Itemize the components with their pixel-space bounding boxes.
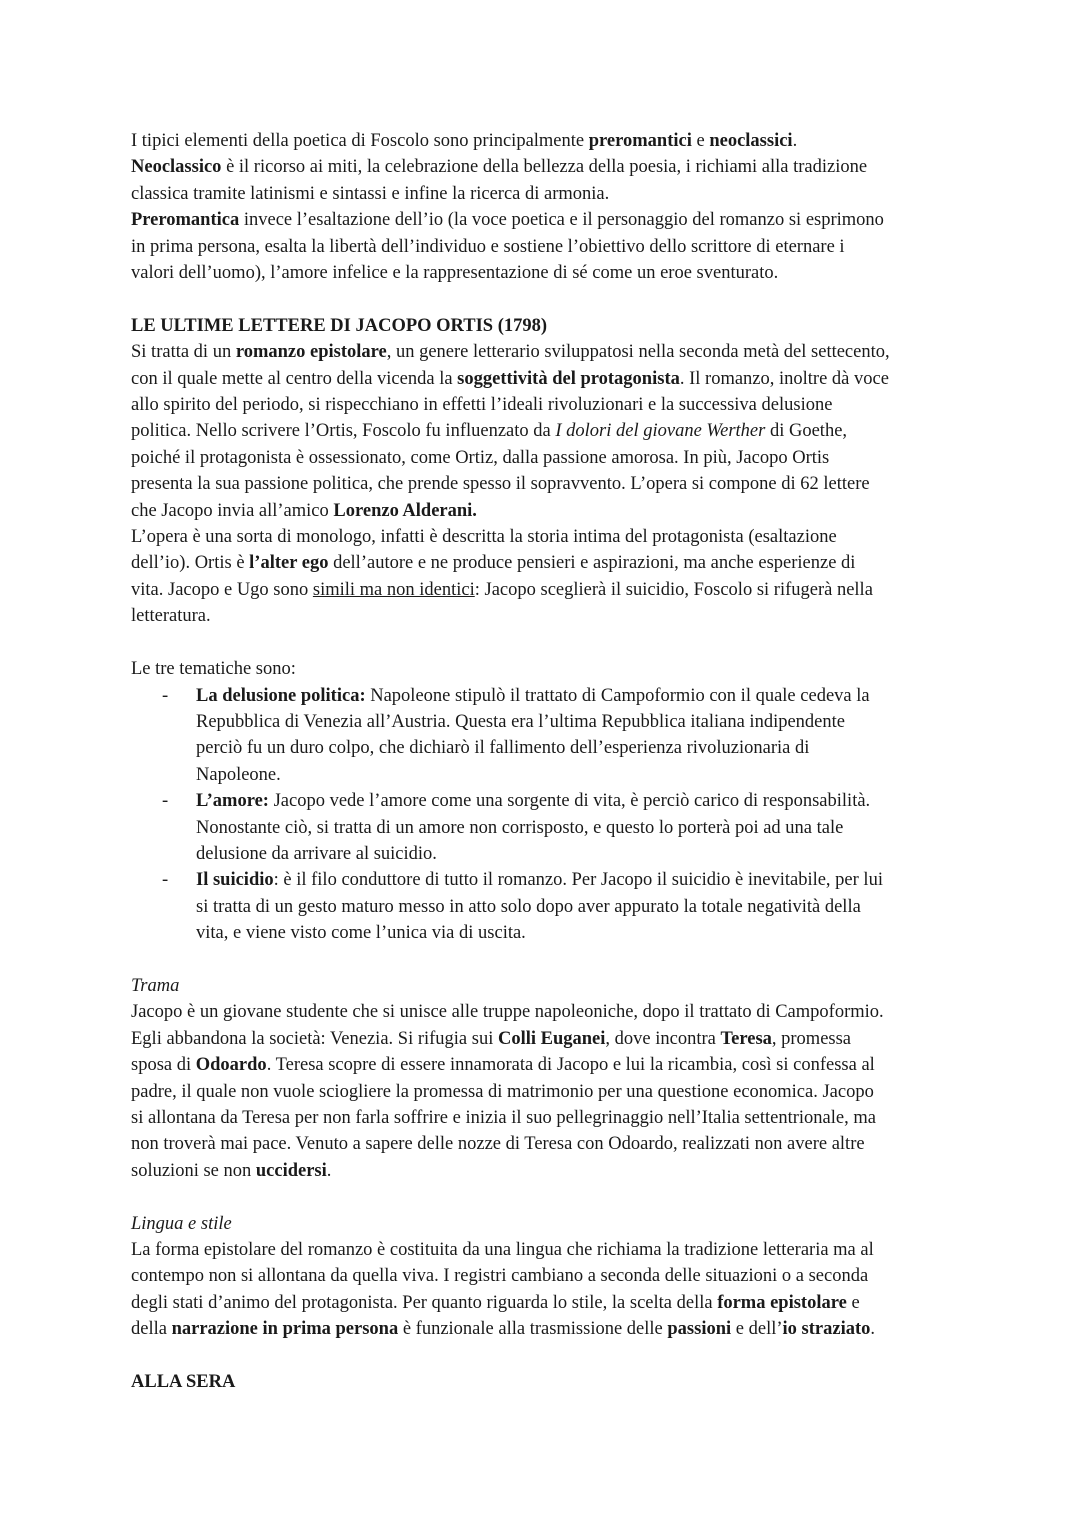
text-line: si tratta di un gesto maturo messo in atto solo dopo aver appurato la totale negatività della [196,896,861,917]
text-line [131,1316,961,1342]
text: , un genere letterario sviluppatosi nella seconda metà del settecento, [386,342,890,363]
text: è il ricorso ai miti, la celebrazione della bellezza della poesia, i richiami alla tradizione [221,157,868,178]
text-line: L’opera è una sorta di monologo, infatti è descritta la storia intima del protagonista (esaltazione [131,527,837,548]
text-line: contempo non si allontana da quella viva. I registri cambiano a seconda delle situazioni o a seconda [131,1266,869,1287]
text: : Jacopo sceglierà il suicidio, Foscolo si rifugerà nella [474,579,873,600]
lingua-section [131,1211,961,1343]
bold-term: Il suicidio [196,870,274,891]
text: dell’io). Ortis è [131,553,250,574]
text: invece l’esaltazione dell’io (la voce poetica e il personaggio del romanzo si esprimono [239,210,884,231]
text: che Jacopo invia all’amico [131,500,334,521]
text: Napoleone stipulò il trattato di Campoformio con il quale cedeva la [365,685,870,706]
text: Si tratta di un [131,342,236,363]
ortis-section [131,313,961,630]
bold-term: neoclassici [709,131,793,151]
bold-term: preromantici [588,131,692,151]
text-line: in prima persona, esalta la libertà dell’individuo e sostiene l’obiettivo dello scrittore di eternare i [131,236,845,257]
text: e dell’ [731,1319,783,1340]
text: con il quale mette al centro della vicenda la [131,368,458,389]
text-line [131,550,961,576]
text: è funzionale alla trasmissione delle [398,1319,668,1340]
text-line: delusione da arrivare al suicidio. [196,843,437,864]
bold-term: L’amore: [196,791,269,812]
text-line [131,366,961,392]
bold-term: La delusione politica: [196,685,366,706]
list-item [131,788,961,867]
text-line: Jacopo è un giovane studente che si unisce alle truppe napoleoniche, dopo il trattato di Campoformio. [131,1002,884,1023]
text: e [846,1292,860,1313]
text: . [326,1160,332,1181]
text-line: La forma epistolare del romanzo è costituita da una lingua che richiama la tradizione letteraria ma al [131,1240,874,1260]
text-line [131,498,961,524]
bold-term: Odoardo [195,1055,267,1076]
bold-term: l’alter ego [249,553,329,574]
bold-term: forma epistolare [717,1292,847,1313]
text: . Teresa scopre di essere innamorata di Jacopo e lui la ricambia, così si confessa al [266,1055,875,1076]
text-line [196,683,961,709]
bold-term: narrazione in prima persona [171,1319,399,1340]
trama-section [131,973,961,1184]
subsection-heading: Trama [131,975,180,996]
text: sposa di [131,1055,196,1076]
intro-paragraph [131,128,961,286]
list-bullet: - [162,870,169,891]
document-page [131,128,961,1395]
text: . [792,131,798,151]
text: della [131,1319,172,1340]
text-line [131,128,961,154]
text-line: si allontana da Teresa per non farla soffrire e inizia il suo pellegrinaggio nell’Italia settentrionale, ma [131,1107,876,1128]
text: . Il romanzo, inoltre dà voce [679,368,889,389]
text-line [131,1290,961,1316]
text-line [131,207,961,233]
text-line: Napoleone. [196,764,281,785]
text-line: allo spirito del periodo, si rispecchiano in effetti l’ideali rivoluzionari e la successiva delusione [131,395,833,416]
text-line: Le tre tematiche sono: [131,659,296,680]
subsection-heading: Lingua e stile [131,1213,232,1234]
text: Egli abbandona la società: Venezia. Si rifugia sui [131,1028,498,1049]
text: politica. Nello scrivere l’Ortis, Foscolo fu influenzato da [131,421,556,442]
bold-term: Colli Euganei [497,1028,606,1049]
text-line [131,1158,961,1184]
text-line: Nonostante ciò, si tratta di un amore non corrisposto, e questo lo porterà poi ad una tale [196,817,844,838]
text: dell’autore e ne produce pensieri e aspirazioni, ma anche esperienze di [328,553,856,574]
text-line: poiché il protagonista è ossessionato, come Ortiz, dalla passione amorosa. In più, Jacopo Ortis [131,447,830,468]
text-line [131,154,961,180]
text: : è il filo conduttore di tutto il romanzo. Per Jacopo il suicidio è inevitabile, per lui [273,870,883,891]
text-line [131,577,961,603]
list-item [131,867,961,946]
text-line: non troverà mai pace. Venuto a sapere delle nozze di Teresa con Odoardo, realizzati non avere altre [131,1134,865,1155]
text-line [131,1026,961,1052]
bold-term: passioni [667,1319,732,1340]
section-heading: ALLA SERA [131,1372,236,1393]
text: Jacopo vede l’amore come una sorgente di vita, è perciò carico di responsabilità. [268,791,871,812]
list-bullet: - [162,685,169,706]
italic-title: I dolori del giovane Werther [555,421,766,442]
text-line [131,418,961,444]
text-line: letteratura. [131,606,211,627]
list-item [131,683,961,789]
text: degli stati d’animo del protagonista. Per quanto riguarda lo stile, la scelta della [131,1292,718,1313]
text-line: vita, e viene visto come l’unica via di uscita. [196,923,526,944]
text: di Goethe, [765,421,848,442]
text-line [196,788,961,814]
bold-term: romanzo epistolare [235,342,387,363]
list-bullet: - [162,791,169,812]
bold-term: io straziato [782,1319,871,1340]
text-line: classica tramite latinismi e sintassi e infine la ricerca di armonia. [131,183,610,204]
text-line: padre, il quale non vuole sciogliere la promessa di matrimonio per una questione economica. Jacopo [131,1081,874,1102]
underlined-term: simili ma non identici [312,579,475,600]
themes-section [131,656,961,946]
text-line [196,867,961,893]
text: , promessa [771,1028,852,1049]
text-line: perciò fu un duro colpo, che dichiarò il fallimento dell’esperienza rivoluzionaria di [196,738,810,759]
bold-term: Teresa [720,1028,772,1049]
bold-term: Lorenzo Alderani. [333,500,477,521]
text-line: Repubblica di Venezia all’Austria. Questa era l’ultima Repubblica italiana indipendente [196,711,845,732]
text: . [870,1319,876,1340]
text: soluzioni se non [131,1160,256,1181]
bold-term: Neoclassico [131,157,222,178]
bold-term: Preromantica [131,210,240,231]
text-line: valori dell’uomo), l’amore infelice e la rappresentazione di sé come un eroe sventurato. [131,263,779,284]
bold-term: soggettività del protagonista [457,368,680,389]
text: vita. Jacopo e Ugo sono [131,579,313,600]
text-line [131,1052,961,1078]
bold-term: uccidersi [255,1160,327,1181]
text: e [691,131,710,151]
themes-list [131,683,961,947]
text: , dove incontra [605,1028,721,1049]
section-heading: LE ULTIME LETTERE DI JACOPO ORTIS (1798) [131,315,548,336]
text-line: presenta la sua passione politica, che prende spesso il sopravvento. L’opera si compone di 62 lettere [131,474,870,495]
text-line [131,339,961,365]
text: I tipici elementi della poetica di Foscolo sono principalmente [131,131,589,151]
